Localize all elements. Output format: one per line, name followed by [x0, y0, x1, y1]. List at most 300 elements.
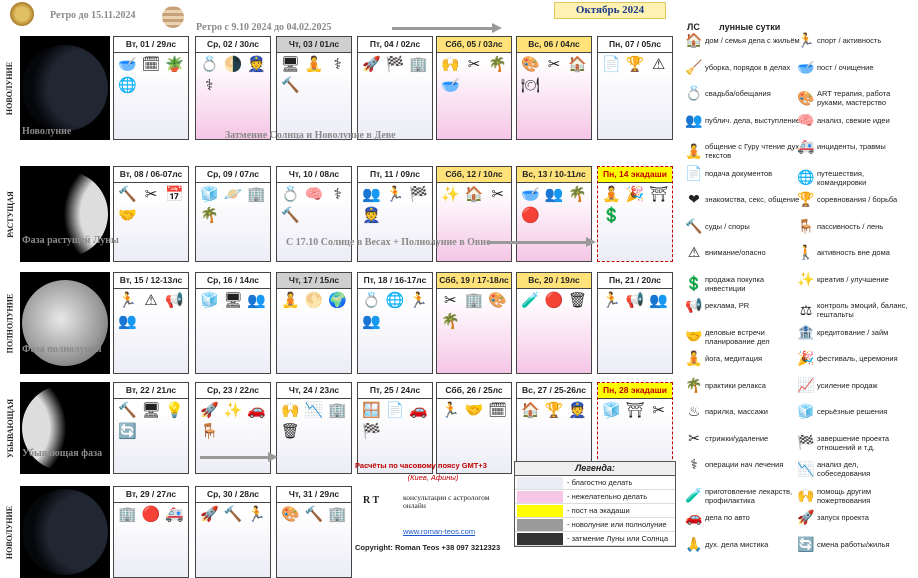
day-header: Пт, 04 / 02лс [358, 37, 432, 53]
legend-entry-icon: 🪑 [797, 217, 815, 234]
legend-entry-icon: 🚀 [797, 509, 815, 525]
activity-icon: 👥 [361, 186, 381, 203]
day-cell[interactable] [195, 486, 271, 578]
activity-icon: 🏆 [544, 402, 564, 419]
legend-entry-label: анализ, свежие идеи [817, 115, 890, 125]
day-icons [517, 183, 591, 228]
legend-entry-icon: ⚖ [799, 301, 813, 318]
day-header: Ср, 16 / 14лс [196, 273, 270, 289]
day-header: Ср, 23 / 22лс [196, 383, 270, 399]
legend-entry [683, 217, 801, 234]
legend-label: - нежелательно делать [567, 492, 648, 501]
day-header: Сбб, 05 / 03лс [437, 37, 511, 53]
moon-disc [22, 489, 108, 575]
activity-icon: ✨ [223, 402, 243, 419]
city-note: (Киев, Афины) [407, 473, 459, 482]
legend-entry-label: внимание/опасно [705, 248, 766, 257]
activity-icon: 👥 [544, 186, 564, 203]
legend-entry [795, 535, 913, 552]
activity-icon: 🗓 [141, 56, 161, 73]
activity-icon: ⚕ [205, 77, 214, 94]
legend-entry-icon: 🤝 [685, 328, 703, 344]
legend-entry-icon: 🙌 [797, 487, 815, 503]
day-cell[interactable] [516, 166, 592, 262]
activity-icon: 🖥 [280, 56, 300, 73]
activity-icon: ⚕ [333, 56, 342, 73]
activity-icon: 💲 [601, 207, 621, 224]
legend-entry-label: суды / споры [705, 221, 750, 231]
day-cell[interactable] [597, 36, 673, 140]
day-header: Пт, 18 / 16-17лс [358, 273, 432, 289]
activity-icon: 🧊 [601, 402, 621, 419]
day-cell[interactable] [195, 36, 271, 140]
day-header: Вс, 13 / 10-11лс [517, 167, 591, 183]
day-header: Пн, 21 / 20лс [598, 273, 672, 289]
legend-entry-icon: 🏁 [797, 434, 815, 450]
day-header: Вс, 27 / 25-26лс [517, 383, 591, 399]
legend-entry [683, 191, 801, 207]
row-label-text: РАСТУЩАЯ [5, 190, 15, 238]
activity-icon: 🏃 [247, 506, 266, 523]
logo: R T [363, 495, 380, 506]
legend-entry [683, 403, 801, 419]
activity-icon: 🌗 [223, 56, 243, 73]
legend-entry-icon: 🌐 [797, 169, 815, 185]
activity-icon: 🔄 [117, 423, 137, 440]
day-header: Вс, 20 / 19лс [517, 273, 591, 289]
activity-icon: 🗑 [568, 292, 588, 309]
legend-entry-icon: 🙏 [685, 535, 703, 552]
activity-icon: 🪑 [199, 423, 219, 440]
day-cell[interactable] [276, 382, 352, 474]
legend-entry-icon: 💲 [685, 275, 703, 291]
day-header: Пн, 14 экадаши [598, 167, 672, 183]
legend-entry [795, 138, 913, 154]
day-icons [437, 53, 511, 98]
legend-entry [683, 58, 801, 75]
legend-entry-icon: 🏠 [685, 32, 703, 48]
legend-entry-icon: ✨ [797, 270, 815, 287]
legend-entry-label: активность вне дома [817, 248, 890, 257]
retro-note-2: Ретро с 9.10 2024 до 04.02.2025 [196, 22, 332, 33]
day-cell[interactable] [113, 382, 189, 474]
legend-label: - новолуние или полнолуние [567, 520, 667, 529]
activity-icon: ⚠ [144, 292, 158, 309]
day-cell[interactable] [436, 272, 512, 374]
activity-icon: 🧘 [280, 292, 300, 309]
legend-entry-icon: 🚑 [797, 138, 815, 154]
day-header: Вт, 29 / 27лс [114, 487, 188, 503]
legend-row [515, 504, 675, 518]
legend-entry-icon: 🧠 [797, 111, 815, 128]
day-icons [437, 399, 511, 423]
activity-icon: ✂ [652, 402, 665, 419]
day-icons [277, 399, 351, 444]
day-icons [358, 399, 432, 444]
legend-entry [795, 111, 913, 128]
legend-entry [683, 111, 801, 128]
legend-entry-icon: 🧹 [685, 58, 703, 75]
legend-entry-icon: ♨ [687, 403, 701, 419]
legend-entry-label: публич. дела, выступление [705, 115, 801, 125]
day-cell[interactable] [113, 166, 189, 262]
copyright: Copyright: Roman Teos +38 097 3212323 [355, 543, 501, 552]
day-cell[interactable] [516, 272, 592, 374]
activity-icon: ⛩ [625, 402, 645, 419]
row-label [2, 36, 18, 140]
day-cell[interactable] [113, 272, 189, 374]
day-icons [196, 399, 270, 444]
legend-entry-label: спорт / активность [817, 36, 882, 45]
activity-icon: 🎉 [625, 186, 645, 203]
legend-entry-label: деловые встречи планирование дел [705, 327, 770, 346]
legend-entry-icon: 🧪 [685, 487, 703, 503]
activity-icon: 💡 [165, 402, 184, 419]
legend-entry [795, 301, 913, 319]
activity-icon: 🚑 [165, 506, 184, 523]
day-cell[interactable] [357, 36, 433, 140]
day-icons [517, 399, 591, 423]
jupiter-icon [162, 6, 184, 28]
legend-entry [683, 164, 801, 181]
activity-icon: 🖥 [141, 402, 161, 419]
legend-entry-label: дела по авто [705, 513, 750, 522]
activity-icon: 🏢 [409, 56, 428, 73]
legend-swatch [517, 491, 563, 503]
activity-icon: 🌕 [304, 292, 324, 309]
activity-icon: 🏃 [409, 292, 428, 309]
day-cell[interactable] [195, 272, 271, 374]
day-header: Пн, 07 / 05лс [598, 37, 672, 53]
activity-icon: 🗓 [488, 402, 508, 419]
activity-icon: ✂ [467, 56, 481, 73]
day-header: Чт, 10 / 08лс [277, 167, 351, 183]
consult-text: консультации с астрологом онлайн [403, 493, 490, 510]
day-icons [358, 183, 432, 228]
legend-entry-label: приготовление лекарств, профилактика [705, 486, 793, 505]
activity-icon: 🙌 [280, 402, 300, 419]
legend-entry-icon: 🔨 [685, 217, 703, 234]
activity-icon: 🧪 [520, 292, 540, 309]
activity-icon: 🚀 [199, 402, 219, 419]
row-label-text: ПОЛНОЛУНИЕ [5, 293, 15, 353]
legend-entry-label: анализ дел, собеседования [817, 460, 871, 478]
activity-icon: 🏢 [464, 292, 484, 309]
day-icons [437, 183, 511, 207]
day-header: Чт, 24 / 23лс [277, 383, 351, 399]
activity-icon: 🥣 [520, 186, 540, 203]
legend-entry-label: контроль эмоций, баланс, гештальты [817, 301, 908, 319]
legend-entry-icon: 🔄 [797, 535, 815, 552]
day-header: Ср, 09 / 07лс [196, 167, 270, 183]
day-cell[interactable] [195, 166, 271, 262]
activity-icon: 🚀 [361, 56, 381, 73]
legend-entry-label: кредитование / займ [817, 327, 889, 337]
activity-icon: 🧘 [304, 56, 324, 73]
legend-entry [795, 58, 913, 75]
moon-phase-image [20, 36, 110, 140]
activity-icon: ✨ [440, 186, 460, 203]
day-cell[interactable] [597, 272, 673, 374]
legend-entry [795, 89, 913, 107]
row5-arrow [200, 456, 270, 459]
activity-icon: ✂ [491, 186, 504, 203]
day-cell[interactable] [597, 166, 673, 262]
legend-entry-icon: 📉 [797, 460, 815, 477]
day-icons [277, 183, 351, 228]
activity-icon: 🌍 [328, 292, 347, 309]
legend-entry-icon: 📢 [685, 297, 703, 313]
legend-entry-icon: 🎨 [797, 89, 815, 106]
day-header: Пт, 25 / 24лс [358, 383, 432, 399]
activity-icon: 🏁 [409, 186, 428, 203]
day-header: Пн, 28 экадаши [598, 383, 672, 399]
legend-entry [683, 487, 801, 505]
activity-icon: 🔴 [520, 207, 540, 224]
day-icons [277, 503, 351, 527]
legend-row [515, 476, 675, 490]
legend-entry-label: запуск проекта [817, 513, 869, 522]
activity-icon: 🔴 [141, 506, 161, 523]
legend-entry [683, 429, 801, 446]
day-cell[interactable] [113, 36, 189, 140]
activity-icon: 🏠 [568, 56, 587, 73]
day-cell[interactable] [195, 382, 271, 474]
activity-icon: 👥 [117, 313, 137, 330]
legend-label: - затмение Луны или Солнца [567, 534, 668, 543]
activity-icon: 🧊 [199, 186, 219, 203]
activity-icon: 🎨 [280, 506, 300, 523]
activity-icon: 💍 [280, 186, 300, 203]
day-icons [517, 289, 591, 313]
legend-entry-icon: ⚠ [687, 244, 701, 260]
activity-icon: ⛩ [649, 186, 669, 203]
day-header: Ср, 30 / 28лс [196, 487, 270, 503]
legend-label: - пост на экадаши [567, 506, 630, 515]
activity-icon: 🌴 [488, 56, 507, 73]
legend-entry-icon: 🚶 [797, 244, 815, 260]
side-header-ls: ЛС [687, 22, 700, 32]
activity-icon: 🏃 [440, 402, 460, 419]
activity-icon: ✂ [144, 186, 158, 203]
legend-entry-icon: 🏃 [797, 32, 815, 48]
day-cell[interactable] [436, 36, 512, 140]
activity-icon: 👥 [649, 292, 668, 309]
legend-entry-icon: 📄 [685, 164, 703, 181]
legend-entry [795, 270, 913, 287]
day-cell[interactable] [276, 486, 352, 578]
legend-entry-label: операции нач лечения [705, 460, 784, 469]
day-cell[interactable] [113, 486, 189, 578]
activity-icon: 🤝 [464, 402, 484, 419]
day-cell[interactable] [516, 36, 592, 140]
activity-icon: 🏁 [361, 423, 381, 440]
day-icons [358, 53, 432, 77]
activity-icon: 🔨 [117, 186, 137, 203]
activity-icon: 🔨 [223, 506, 243, 523]
day-icons [114, 183, 188, 228]
legend-entry [795, 217, 913, 234]
legend-swatch [517, 477, 563, 489]
day-cell[interactable] [276, 36, 352, 140]
activity-icon: 👥 [361, 313, 381, 330]
phase-note: Убывающая фаза [22, 448, 103, 459]
legend-row [515, 518, 675, 532]
legend-entry-icon: 📈 [797, 376, 815, 393]
legend-entry-label: пассивность / лень [817, 221, 884, 231]
legend-entry-icon: 🏆 [797, 191, 815, 207]
legend-entry [795, 509, 913, 525]
legend-entry-icon: 🧊 [797, 403, 815, 419]
activity-icon: 🌴 [568, 186, 587, 203]
legend-entry-icon: 💍 [685, 85, 703, 101]
activity-icon: 🏁 [385, 56, 405, 73]
saturn-icon [10, 2, 34, 26]
row-label-text: НОВОЛУНИЕ [5, 505, 15, 559]
day-header: Сбб, 12 / 10лс [437, 167, 511, 183]
phase-note: Фаза растущей Луны [22, 235, 119, 246]
activity-icon: 🏠 [520, 402, 540, 419]
day-icons [196, 503, 270, 527]
activity-icon: 🏃 [117, 292, 137, 309]
activity-icon: 🏆 [625, 56, 645, 73]
day-header: Пт, 11 / 09лс [358, 167, 432, 183]
activity-icon: ⚕ [333, 186, 342, 203]
legend-entry [683, 85, 801, 101]
activity-icon: 🌐 [385, 292, 405, 309]
legend-entry-label: парилка, массажи [705, 407, 768, 416]
day-icons [196, 183, 270, 228]
legend-entry [683, 350, 801, 366]
activity-icon: 🧘 [601, 186, 621, 203]
activity-icon: 🏢 [328, 506, 347, 523]
legend-entry [795, 323, 913, 340]
legend-label: - благостно делать [567, 478, 633, 487]
day-icons [598, 53, 672, 77]
activity-icon: 🖥 [223, 292, 243, 309]
activity-icon: 🪐 [223, 186, 243, 203]
legend-entry-label: подача документов [705, 168, 773, 178]
sun-libra-banner: С 17.10 Солнце в Весах + Полнолуние в Овне [286, 237, 491, 248]
activity-icon: 🏠 [464, 186, 484, 203]
activity-icon: 💍 [361, 292, 381, 309]
legend-entry-label: стрижки/удаление [705, 433, 769, 443]
legend-entry [795, 403, 913, 419]
activity-icon: 🌴 [199, 207, 219, 224]
row-label [2, 382, 18, 474]
day-icons [358, 289, 432, 334]
legend-swatch [517, 505, 563, 517]
activity-icon: ✂ [444, 292, 457, 309]
legend-entry-label: помощь другим пожертвования [817, 486, 872, 505]
legend-entry-label: уборка, порядок в делах [705, 62, 791, 72]
day-icons [114, 399, 188, 444]
day-header: Вт, 01 / 29лс [114, 37, 188, 53]
moon-phase-image [20, 486, 110, 578]
website-link[interactable]: www.roman-teos.com [403, 527, 476, 536]
activity-icon: 🥣 [117, 56, 137, 73]
legend-entry-label: креатив / улучшение [817, 274, 889, 284]
row-label [2, 166, 18, 262]
activity-icon: 📢 [625, 292, 645, 309]
legend-entry-icon: 🥣 [797, 58, 815, 75]
side-header-lunar: лунные сутки [719, 22, 781, 32]
day-icons [114, 289, 188, 334]
activity-icon: 🤝 [117, 207, 137, 224]
legend-entry [795, 32, 913, 48]
legend-entry-label: инциденты, травмы [817, 142, 886, 151]
legend-entry-label: практики релакса [705, 380, 766, 390]
legend-entry [795, 169, 913, 187]
legend-entry-label: знакомства, секс, общение [705, 195, 800, 204]
activity-icon: 🌐 [117, 77, 137, 94]
day-cell[interactable] [357, 272, 433, 374]
legend-entry [683, 32, 801, 48]
legend-entry-label: усиление продаж [817, 380, 878, 390]
legend-entry [795, 244, 913, 260]
legend-row [515, 490, 675, 504]
row-label [2, 486, 18, 578]
legend-entry-icon: 👥 [685, 111, 703, 128]
legend-entry-icon: 🏦 [797, 323, 815, 340]
day-cell[interactable] [276, 272, 352, 374]
row-label-text: УБЫВАЮЩАЯ [5, 398, 15, 458]
day-icons [196, 289, 270, 313]
activity-icon: 🧊 [199, 292, 219, 309]
legend-entry [795, 434, 913, 452]
moon-phase-image [20, 272, 110, 374]
legend-entry-label: смена работы/жилья [817, 539, 890, 549]
moon-phase-image [20, 166, 110, 262]
legend-entry-label: фестиваль, церемония [817, 354, 898, 363]
legend-entry-label: дух. дела мистика [705, 539, 769, 549]
activity-icon: 👮 [568, 402, 587, 419]
day-header: Вт, 08 / 06-07лс [114, 167, 188, 183]
activity-icon: 🏃 [601, 292, 621, 309]
legend-entry-icon: 🚗 [685, 509, 703, 525]
legend-entry [683, 142, 801, 160]
activity-icon: 🍽 [520, 77, 540, 94]
legend-entry-icon: ✂ [688, 429, 700, 446]
activity-icon: 🧠 [304, 186, 324, 203]
legend-entry [795, 376, 913, 393]
legend [514, 461, 676, 547]
legend-entry [683, 297, 801, 313]
activity-icon: 🔨 [280, 77, 300, 94]
legend-entry [795, 191, 913, 207]
day-icons [598, 289, 672, 313]
activity-icon: 🏢 [328, 402, 347, 419]
activity-icon: 🪴 [165, 56, 184, 73]
day-icons [277, 53, 351, 98]
row-label-text: НОВОЛУНИЕ [5, 61, 15, 115]
legend-entry-label: продажа покупка инвестиции [705, 274, 765, 293]
activity-icon: 📢 [165, 292, 184, 309]
day-header: Вт, 22 / 21лс [114, 383, 188, 399]
activity-icon: 🗑 [280, 423, 300, 440]
activity-icon: 🚗 [247, 402, 266, 419]
legend-entry [683, 244, 801, 260]
activity-icon: 🏃 [385, 186, 405, 203]
activity-icon: 🔨 [304, 506, 324, 523]
activity-icon: 👥 [247, 292, 266, 309]
activity-icon: 📄 [385, 402, 405, 419]
month-title: Октябрь 2024 [554, 2, 666, 19]
legend-entry-label: свадьба/обещания [705, 89, 771, 98]
day-icons [517, 53, 591, 98]
legend-entry-label: завершение проекта отношений и т.д. [817, 433, 890, 452]
phase-note: Новолуние [22, 126, 72, 137]
